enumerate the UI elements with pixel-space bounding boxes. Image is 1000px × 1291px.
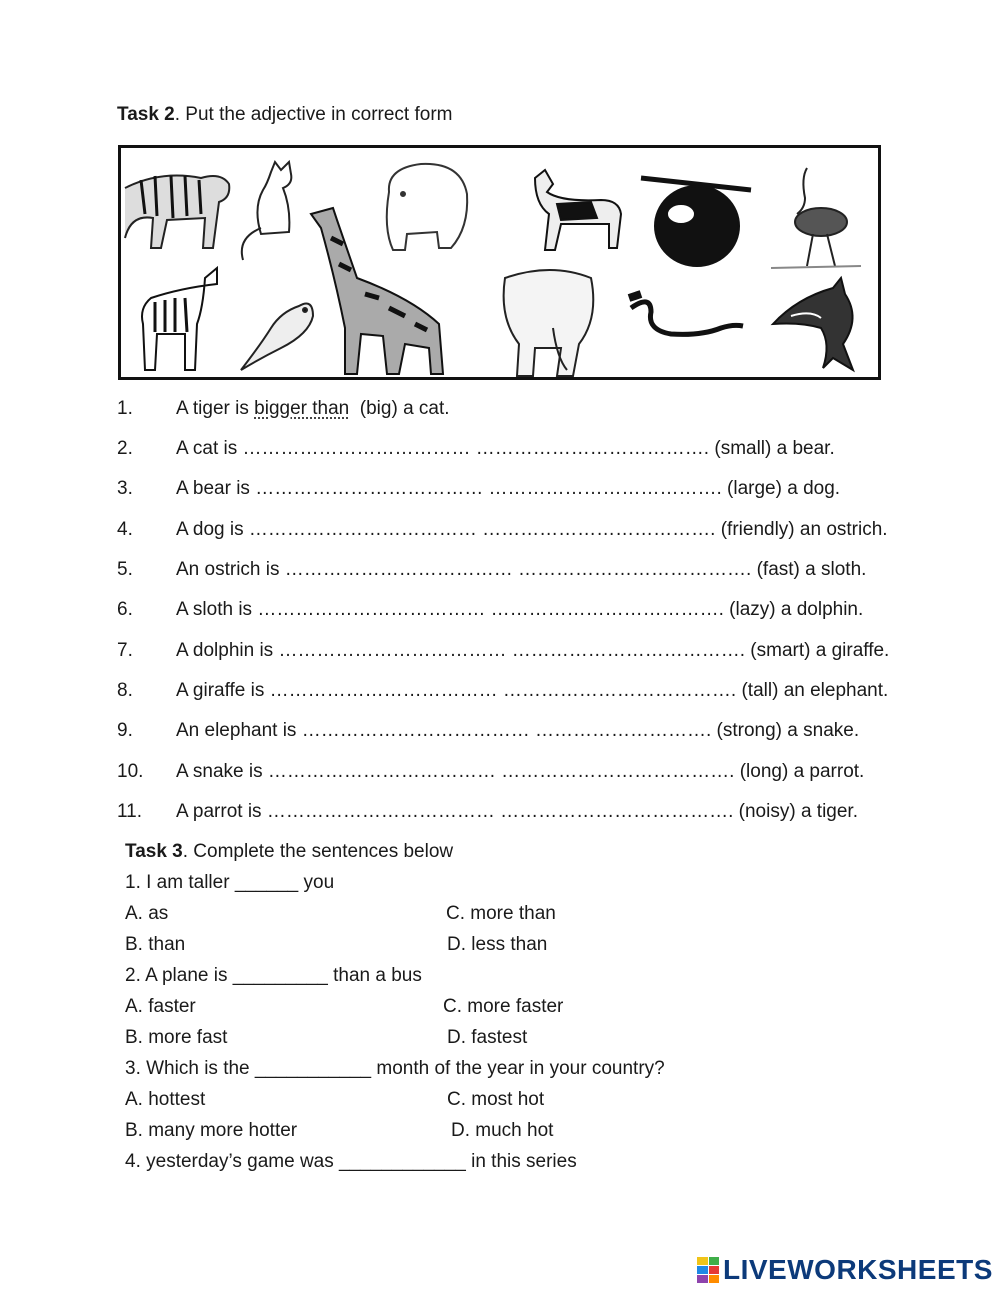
exercise-sentence[interactable] [176,801,858,823]
task3-question: 2. A plane is _________ than a bus [125,965,422,986]
exercise-sentence[interactable] [176,680,888,702]
answer-option[interactable]: B. more fast [125,1027,228,1048]
exercise-number: 10. [117,761,144,782]
sentence-text: A bear is ……………………………… ………………………………. (large) a dog. [176,478,841,499]
task2-instruction: . Put the adjective in correct form [174,104,453,125]
answer-option[interactable]: C. more than [446,903,556,924]
sentence-text: A dog is ……………………………… ………………………………. (friendly) an ostrich. [176,519,888,540]
answer-option[interactable]: D. much hot [451,1120,554,1141]
task2-label: Task 2 [117,104,175,125]
logo-block [697,1257,708,1265]
answer-option[interactable]: B. than [125,934,186,955]
task3-heading [125,841,453,863]
animal-picture-panel [118,145,881,380]
answer-option[interactable]: C. most hot [447,1089,545,1110]
answer-option[interactable]: D. less than [447,934,548,955]
task3-question: 4. yesterday’s game was ____________ in this series [125,1151,577,1172]
dog-icon [535,170,621,250]
parrot-icon [241,304,313,370]
task3-question: 3. Which is the ___________ month of the year in your country? [125,1058,665,1079]
exercise-sentence[interactable] [176,438,835,460]
exercise-sentence[interactable] [176,478,840,500]
zebra-icon [142,268,217,370]
exercise-sentence[interactable] [176,398,450,420]
animal-illustrations [121,148,878,377]
logo-block [709,1266,720,1274]
sentence-text: A sloth is ……………………………… ………………………………. (lazy) a dolphin. [176,599,864,620]
answer-option[interactable]: A. faster [125,996,196,1017]
sentence-text: A snake is ……………………………… ………………………………. (long) a parrot. [176,761,865,782]
exercise-sentence[interactable] [176,559,866,581]
sentence-text: (big) a cat. [349,398,450,419]
exercise-number: 1. [117,398,133,419]
sentence-text: A giraffe is ……………………………… ………………………………. (tall) an elephant. [176,680,889,701]
exercise-sentence[interactable] [176,599,863,621]
exercise-sentence[interactable] [176,519,888,541]
ostrich-icon [771,168,861,268]
logo-block [709,1275,720,1283]
answer-option[interactable]: D. fastest [447,1027,528,1048]
sentence-text: A tiger is [176,398,255,419]
exercise-number: 2. [117,438,133,459]
logo-block [697,1266,708,1274]
polar-bear-icon [387,164,467,250]
liveworksheets-brand[interactable] [697,1255,993,1285]
answer-field[interactable]: bigger than [254,398,350,419]
answer-option[interactable]: A. hottest [125,1089,206,1110]
sentence-text: A cat is ……………………………… ………………………………. (small) a bear. [176,438,835,459]
elephant-icon [504,270,594,376]
logo-block [697,1275,708,1283]
sentence-text: An ostrich is ……………………………… ………………………………. (fast) a sloth. [176,559,867,580]
sentence-text: An elephant is ……………………………… ………………………. (strong) a snake. [176,720,860,741]
task3-label: Task 3 [125,841,183,862]
task2-heading [117,104,452,126]
liveworksheets-logo-icon [697,1257,719,1283]
task3-question: 1. I am taller ______ you [125,872,335,893]
answer-option[interactable]: C. more faster [443,996,564,1017]
task3-instruction: . Complete the sentences below [182,841,454,862]
dolphin-icon [773,278,853,370]
exercise-number: 7. [117,640,133,661]
exercise-number: 11. [117,801,143,822]
sloth-icon [641,178,751,266]
exercise-number: 6. [117,599,133,620]
exercise-number: 4. [117,519,133,540]
exercise-number: 5. [117,559,133,580]
logo-block [709,1257,720,1265]
brand-name: LIVEWORKSHEETS [723,1254,993,1285]
exercise-sentence[interactable] [176,640,889,662]
cat-icon [242,162,292,260]
exercise-sentence[interactable] [176,720,859,742]
snake-icon [629,294,743,334]
exercise-number: 9. [117,720,133,741]
sentence-text: A parrot is ……………………………… ………………………………. (noisy) a tiger. [176,801,858,822]
sentence-text: A dolphin is ……………………………… ………………………………. (smart) a giraffe. [176,640,890,661]
exercise-number: 3. [117,478,133,499]
exercise-sentence[interactable] [176,761,864,783]
answer-option[interactable]: B. many more hotter [125,1120,298,1141]
tiger-icon [125,176,229,248]
exercise-number: 8. [117,680,133,701]
answer-option[interactable]: A. as [125,903,169,924]
